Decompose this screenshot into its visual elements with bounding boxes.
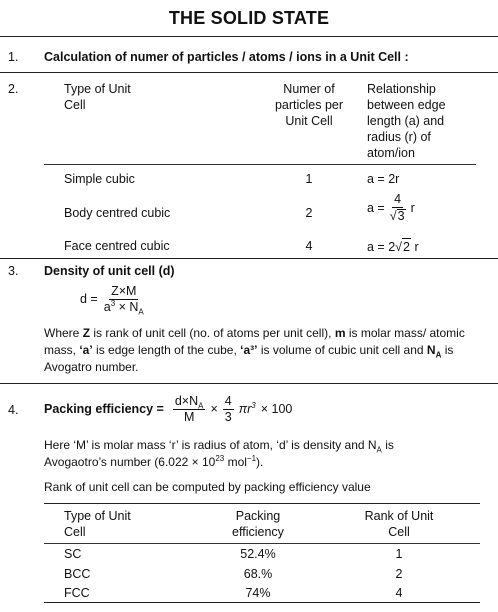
packing-desc2-c: ). [256, 455, 264, 469]
density-den-exp: 3 [110, 298, 116, 308]
rank-intro: Rank of unit cell can be computed by packing efficiency value [44, 480, 371, 494]
table2-header-rule [44, 543, 480, 544]
t2-row-fcc-rank: 4 [395, 586, 403, 600]
t2-row-fcc-eff: 74% [245, 586, 271, 600]
packing-pi-r [239, 402, 256, 416]
fcc-rel-suffix: r [414, 240, 419, 254]
bcc-rel-denominator: √3 [389, 208, 405, 223]
row-simple-cubic-relationship: a = 2r [367, 172, 400, 186]
density-desc-segment: A [435, 350, 442, 360]
t2-row-bcc-rank: 2 [395, 567, 403, 581]
section-3-number: 3. [8, 264, 19, 278]
density-desc-segment: ‘a’ [79, 343, 93, 357]
row-fcc-type: Face centred cubic [64, 239, 170, 253]
packing-fraction-1 [173, 395, 206, 423]
packing-f1-numerator [173, 395, 206, 410]
page-title: THE SOLID STATE [168, 8, 330, 28]
t2-row-fcc-type: FCC [64, 586, 90, 600]
section-3-divider [0, 383, 498, 384]
density-desc-segment: is Avogatro number. [44, 343, 454, 374]
table1-header-rule [44, 164, 476, 165]
bcc-rel-prefix: a = [367, 200, 385, 215]
density-desc-segment: Z [82, 326, 91, 340]
row-simple-cubic-type: Simple cubic [64, 172, 135, 186]
density-numerator: Z×M [111, 284, 137, 298]
packing-efficiency-formula [44, 388, 292, 430]
t2-header-rank: Rank of Unit Cell [364, 509, 434, 539]
bcc-rel-suffix: r [410, 200, 415, 215]
bcc-rel-numerator: 4 [394, 192, 402, 206]
packing-pi-text: πr [238, 402, 252, 416]
packing-fraction-2 [223, 395, 234, 423]
packing-f1-denominator: M [183, 409, 195, 424]
density-desc-segment: m [334, 326, 346, 340]
density-den-a: a [103, 299, 111, 314]
density-desc-segment: N [426, 343, 436, 357]
packing-heading: Packing efficiency = [44, 402, 164, 416]
section-3-heading: Density of unit cell (d) [44, 264, 175, 278]
t2-row-sc-eff: 52.4% [240, 547, 276, 561]
bcc-rel-radicand: 3 [397, 208, 405, 223]
row-bcc-relationship [367, 193, 415, 222]
row-bcc-type: Body centred cubic [64, 206, 171, 220]
density-fraction [102, 284, 146, 316]
row-fcc-relationship: a = 2√2 r [367, 240, 419, 254]
col-header-relationship: Relationship between edge length (a) and radius (r) of atom/ion [367, 82, 446, 160]
density-formula [80, 284, 146, 316]
t2-header-efficiency: Packing efficiency [232, 509, 284, 539]
section-2-number: 2. [8, 82, 19, 96]
bcc-rel-fraction [388, 193, 408, 222]
packing-f1-num-sub: A [198, 401, 204, 411]
density-desc-segment: ‘a³’ [240, 343, 258, 357]
table2-top-rule [44, 503, 480, 504]
t2-header-type: Type of Unit Cell [64, 509, 131, 539]
packing-desc2-a: Avogaotro’s number (6.022 × 10 [44, 455, 216, 469]
packing-desc1-a: Here ‘M’ is molar mass ‘r’ is radius of atom, ‘d’ is density and N [44, 438, 377, 452]
density-lhs: d = [80, 292, 98, 306]
section-2-divider [0, 258, 498, 259]
density-den-rest: × N [115, 299, 139, 314]
col-header-count: Numer of particles per Unit Cell [274, 82, 344, 128]
packing-times: × [210, 402, 218, 416]
packing-desc-line-2 [44, 454, 263, 470]
packing-desc-line-1 [44, 437, 488, 453]
density-desc-segment: is edge length of the cube, [92, 343, 241, 357]
section-1-heading: Calculation of numer of particles / atoms / ions in a Unit Cell : [44, 50, 409, 64]
packing-pi-exp: 3 [251, 400, 256, 410]
t2-row-sc-type: SC [64, 547, 82, 561]
packing-desc2-sup2: −1 [246, 454, 257, 463]
row-bcc-count: 2 [305, 206, 313, 220]
section-1-divider [0, 72, 498, 73]
t2-row-sc-rank: 1 [395, 547, 403, 561]
density-desc-segment: Where [44, 326, 83, 340]
packing-desc1-sub: A [376, 445, 382, 455]
density-desc-segment: is molar mass/ atomic mass, [44, 326, 465, 357]
packing-tail: × 100 [260, 402, 293, 416]
row-simple-cubic-count: 1 [305, 172, 313, 186]
density-desc-segment: is volume of cubic unit cell and [257, 343, 427, 357]
t2-row-bcc-eff: 68.% [243, 567, 273, 581]
col-header-type: Type of Unit Cell [64, 82, 131, 112]
section-4-number: 4. [8, 403, 19, 417]
row-fcc-count: 4 [305, 239, 313, 253]
section-1-number: 1. [8, 50, 19, 64]
packing-f1-num-text: d×N [174, 394, 199, 408]
t2-row-bcc-type: BCC [64, 567, 91, 581]
density-desc-segment: is rank of unit cell (no. of atoms per unit cell), [90, 326, 335, 340]
title-divider [0, 36, 498, 37]
packing-f2-numerator: 4 [224, 394, 232, 408]
table2-bottom-rule [44, 602, 480, 603]
density-denominator [102, 300, 146, 314]
packing-f2-denominator: 3 [224, 409, 232, 424]
packing-desc2-sup1: 23 [215, 454, 225, 463]
packing-desc2-b: mol [224, 455, 247, 469]
density-description [44, 325, 488, 376]
density-den-sub: A [138, 307, 144, 316]
fcc-rel-radicand: 2 [403, 240, 410, 254]
fcc-rel-prefix: a = 2 [367, 240, 396, 254]
packing-desc1-b: is [381, 438, 394, 452]
